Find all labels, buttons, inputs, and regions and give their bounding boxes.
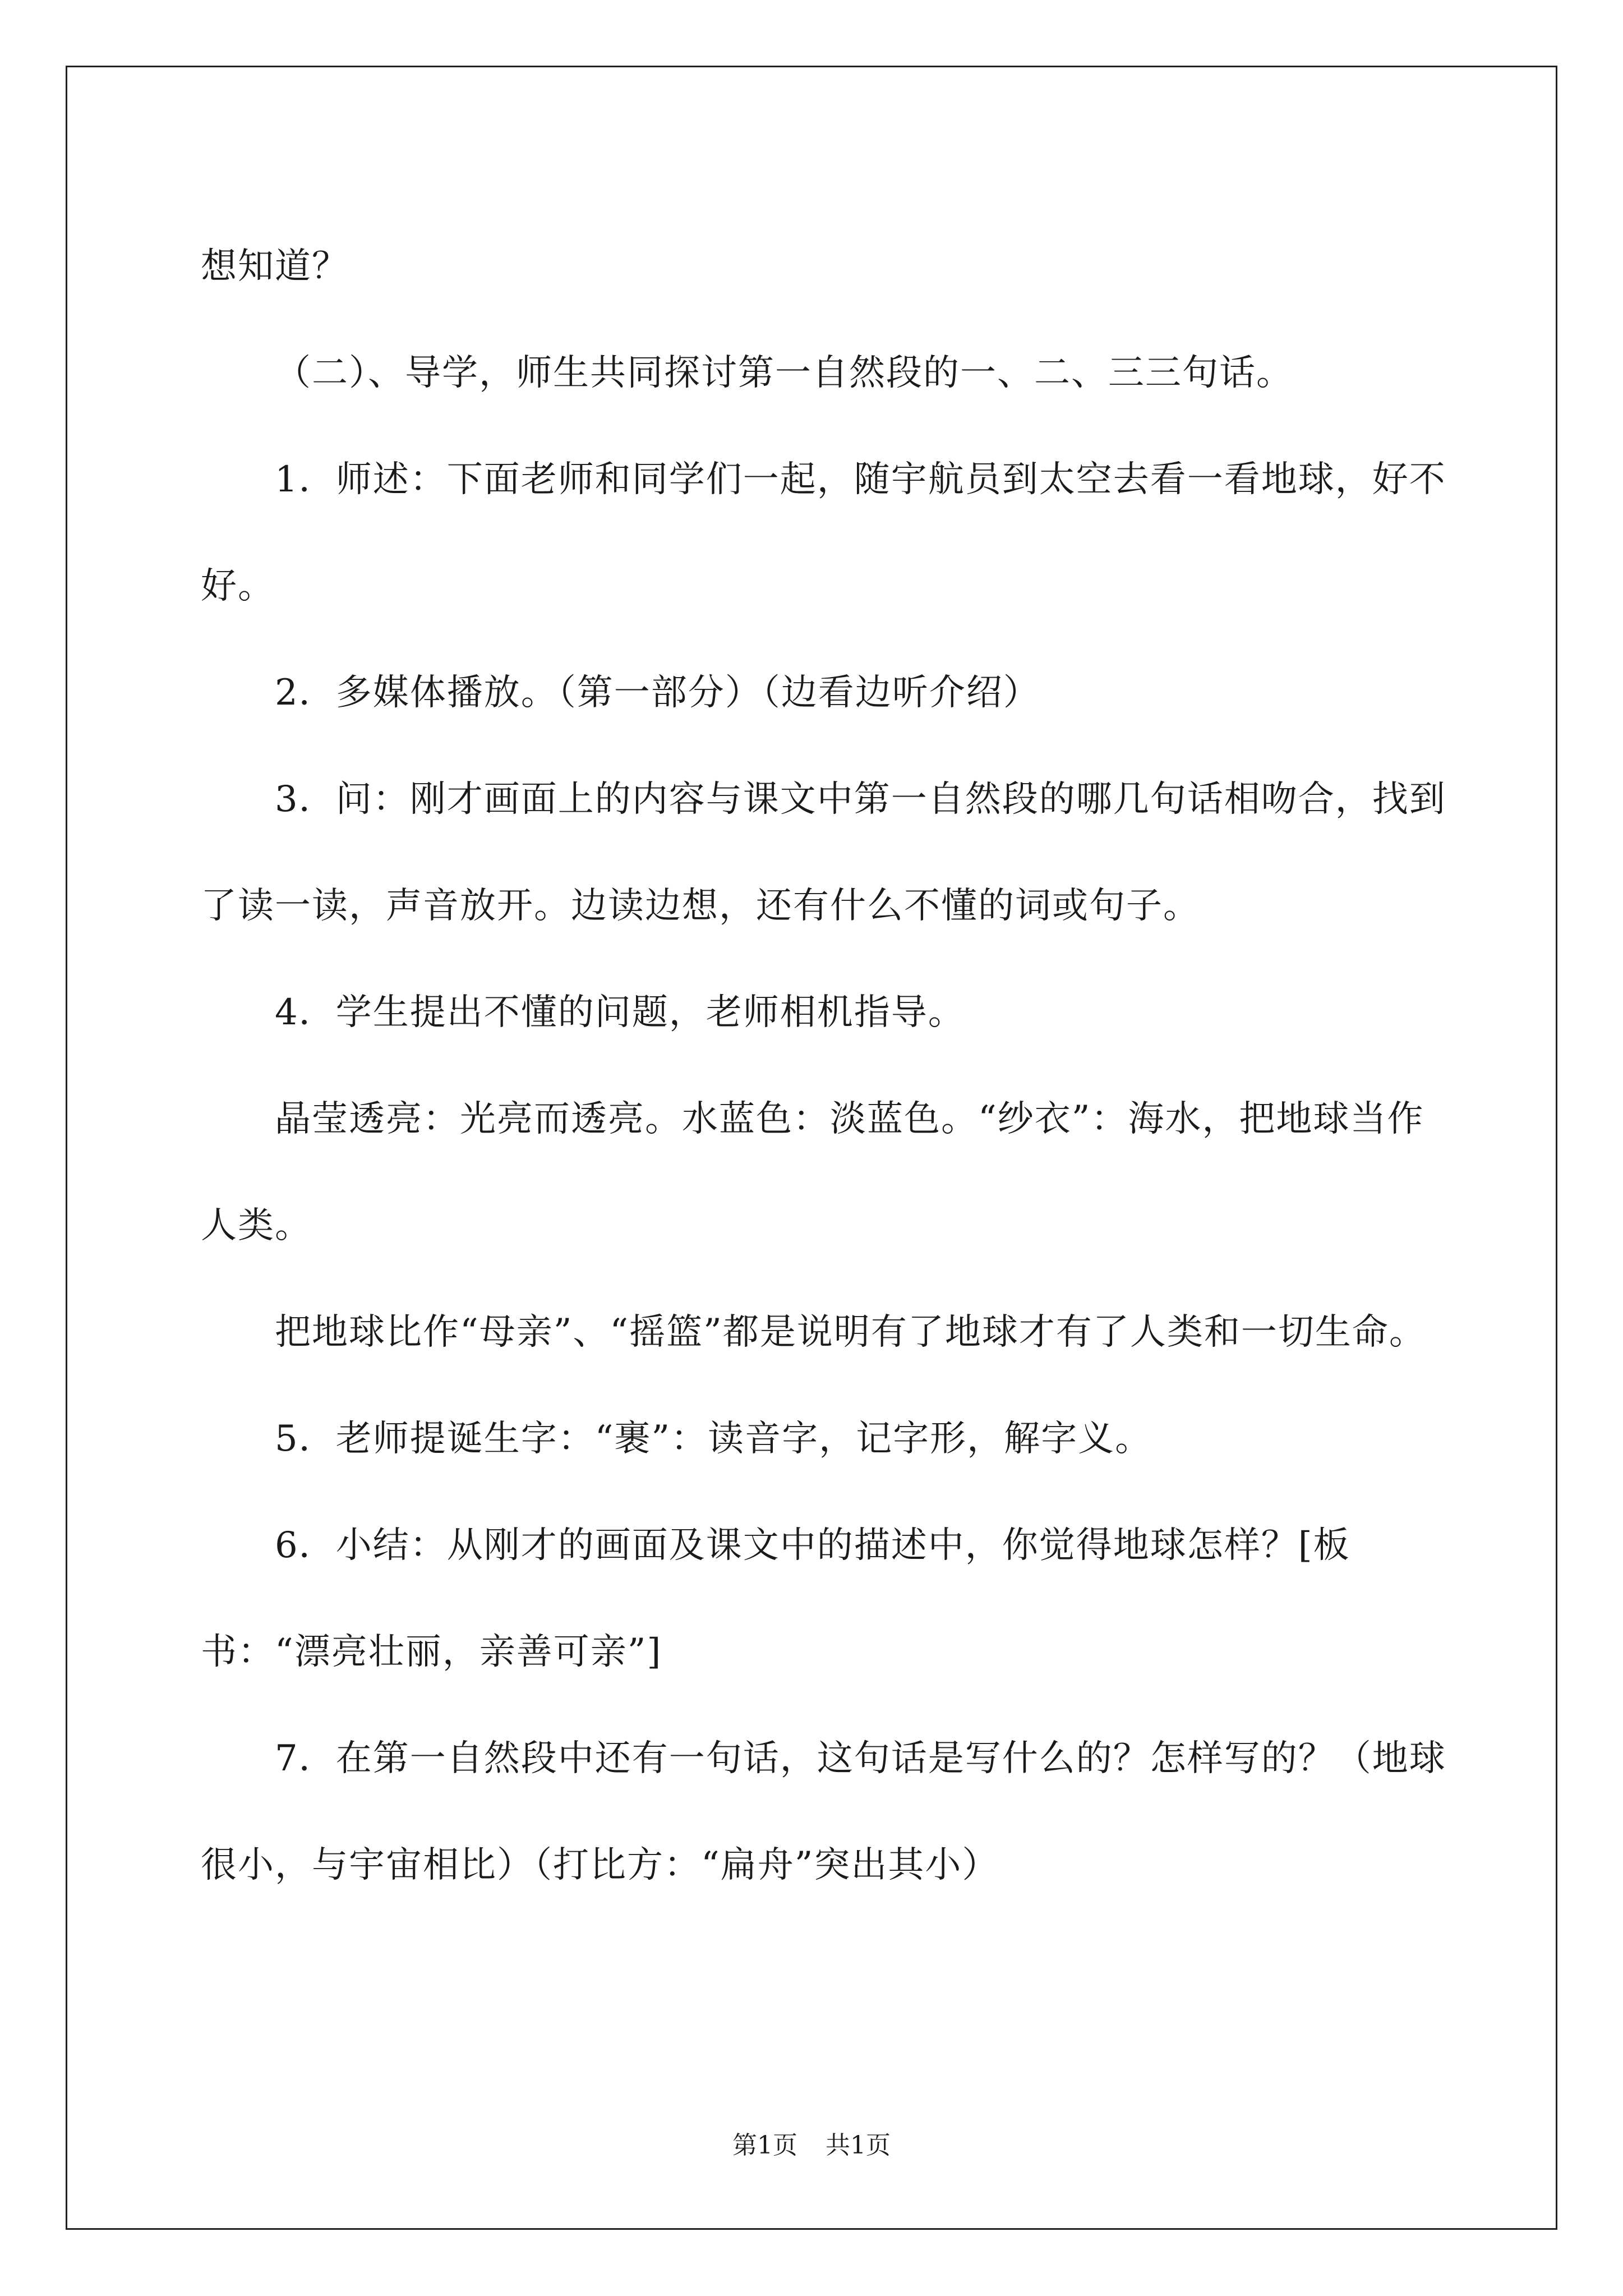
paragraph-step-2: 2．多媒体播放。（第一部分）（边看边听介绍） [275, 672, 1040, 714]
paragraph-step-6: 6．小结：从刚才的画面及课文中的描述中，你觉得地球怎样？[板书：“漂亮壮丽，亲善可亲”] [201, 1525, 1350, 1673]
paragraph-section-heading: （二）、导学，师生共同探讨第一自然段的一、二、三三句话。 [275, 352, 1293, 394]
document-body [201, 213, 1457, 1918]
paragraph-continuation: 想知道？ [201, 246, 349, 287]
page-total: 共1页 [826, 2131, 891, 2160]
paragraph-step-4: 4．学生提出不懂的问题，老师相机指导。 [275, 992, 965, 1033]
page-number: 第1页 [732, 2131, 797, 2160]
page-footer [0, 2129, 1623, 2162]
paragraph-step-3: 3．问：刚才画面上的内容与课文中第一自然段的哪几句话相吻合，找到了读一读，声音放开。边读边想，还有什么不懂的词或句子。 [201, 779, 1446, 927]
paragraph-metaphor: 把地球比作“母亲”、“摇篮”都是说明有了地球才有了人类和一切生命。 [275, 1312, 1426, 1353]
paragraph-vocabulary: 晶莹透亮：光亮而透亮。水蓝色：淡蓝色。“纱衣”：海水，把地球当作人类。 [201, 1098, 1424, 1246]
paragraph-step-1: 1．师述：下面老师和同学们一起，随宇航员到太空去看一看地球，好不好。 [201, 459, 1446, 607]
paragraph-step-5: 5．老师提诞生字：“裹”：读音字，记字形，解字义。 [275, 1418, 1152, 1460]
paragraph-step-7: 7．在第一自然段中还有一句话，这句话是写什么的？怎样写的？（地球很小，与宇宙相比）（打比方：“扁舟”突出其小） [201, 1738, 1446, 1886]
